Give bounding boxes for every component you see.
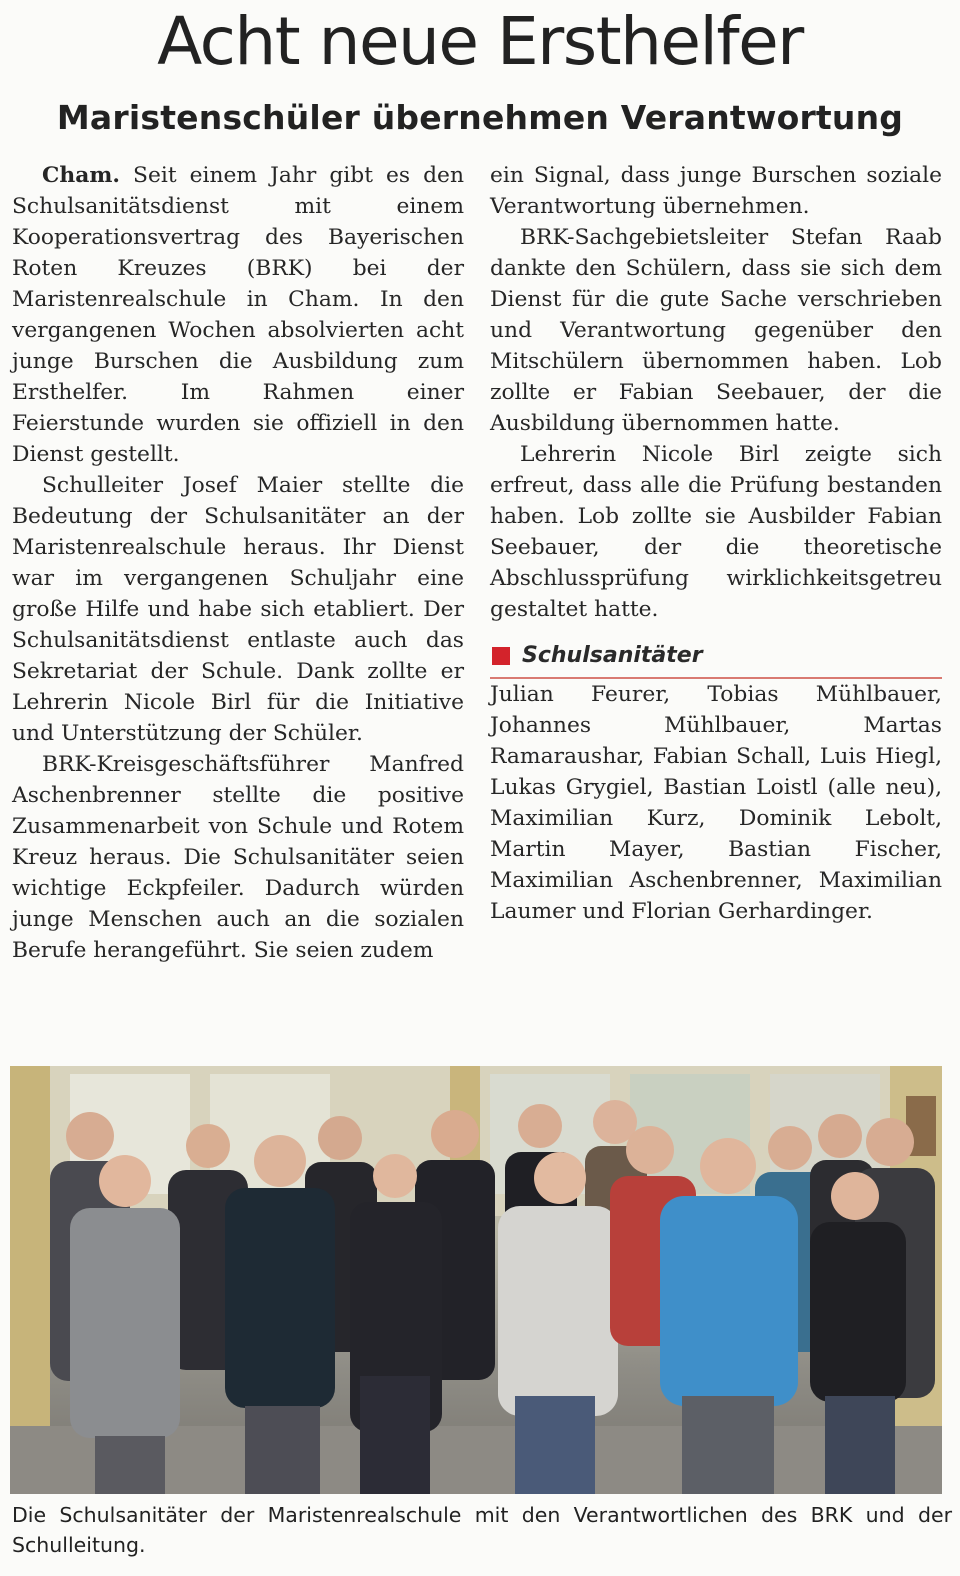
article-paragraph: Lehrerin Nicole Birl zeigte sich erfreut, dass alle die Prüfung bestanden haben. Lob zollte sie Ausbilder Fabian Seebauer, der die theoretische Abschlussprüfung wirklichkeitsgetreu gestaltet hatte.: [490, 442, 942, 622]
subheadline: Maristenschüler übernehmen Verantwortung: [56, 98, 904, 137]
article-paragraph: Schulleiter Josef Maier stellte die Bedeutung der Schulsanitäter an der Maristenrealschule heraus. Ihr Dienst war im vergangenen Schuljahr eine große Hilfe und habe sich etabliert. Der Schulsanitätsdienst entlaste auch das Sekretariat der Schule. Dank zollte er Lehrerin Nicole Birl für die Initiative und Unterstützung der Schüler.: [12, 473, 464, 746]
article-paragraph: [12, 160, 464, 470]
photo-caption: Die Schulsanitäter der Maristenrealschule mit den Verantwortlichen des BRK und der Schulleitung.: [12, 1503, 952, 1557]
red-square-icon: [492, 647, 510, 665]
article-paragraph-text: Seit einem Jahr gibt es den Schulsanitätsdienst mit einem Kooperationsvertrag des Bayerischen Roten Kreuzes (BRK) bei der Maristenrealschule in Cham. In den vergangenen Wochen absolvierten acht junge Burschen die Ausbildung zum Ersthelfer. Im Rahmen einer Feierstunde wurden sie offiziell in den Dienst gestellt.: [12, 163, 464, 467]
article-column-right: [490, 160, 942, 927]
info-box-body: Julian Feurer, Tobias Mühlbauer, Johannes Mühlbauer, Martas Ramaraushar, Fabian Schall, Luis Hiegl, Lukas Grygiel, Bastian Loistl (alle neu), Maximilian Kurz, Dominik Lebolt, Martin Mayer, Bastian Fischer, Maximilian Aschenbrenner, Maximilian Laumer und Florian Gerhardinger.: [490, 682, 942, 924]
article-paragraph: BRK-Sachgebietsleiter Stefan Raab dankte den Schülern, dass sie sich dem Dienst für die gute Sache verschrieben und Verantwortung gegenüber den Mitschülern übernommen haben. Lob zollte er Fabian Seebauer, der die Ausbildung übernommen hatte.: [490, 225, 942, 436]
article-paragraph: BRK-Kreisgeschäftsführer Manfred Aschenbrenner stellte die positive Zusammenarbeit von Schule und Rotem Kreuz heraus. Die Schulsanitäter seien wichtige Eckpfeiler. Dadurch würden junge Menschen auch an die sozialen Berufe herangeführt. Sie seien zudem: [12, 752, 464, 963]
group-photo: [10, 1066, 942, 1494]
article-paragraph: ein Signal, dass junge Burschen soziale Verantwortung übernehmen.: [490, 163, 942, 219]
article-column-left: [12, 160, 464, 966]
group-photo-illustration: [10, 1066, 942, 1494]
info-box-header: [490, 641, 942, 679]
headline: Acht neue Ersthelfer: [157, 3, 803, 80]
info-box-title: Schulsanitäter: [522, 643, 703, 668]
dateline: Cham.: [42, 163, 120, 188]
